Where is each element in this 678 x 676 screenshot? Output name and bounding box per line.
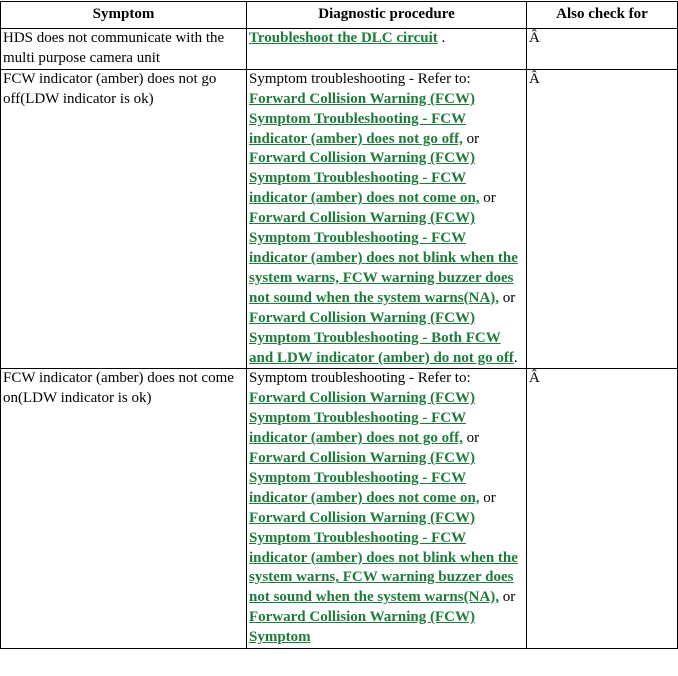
- separator-text: or: [479, 190, 496, 207]
- troubleshoot-link[interactable]: Forward Collision Warning (FCW) Symptom Troubleshooting - FCW indicator (amber) does not go off,: [249, 90, 475, 147]
- header-procedure: Diagnostic procedure: [247, 2, 527, 29]
- separator-text: or: [499, 289, 516, 306]
- separator-text: or: [479, 489, 496, 506]
- troubleshoot-link[interactable]: Forward Collision Warning (FCW) Symptom Troubleshooting - FCW indicator (amber) does not go off,: [249, 390, 475, 447]
- symptom-cell: HDS does not communicate with the multi purpose camera unit: [1, 29, 247, 70]
- symptom-cell: FCW indicator (amber) does not go off(LDW indicator is ok): [1, 69, 247, 369]
- troubleshoot-link[interactable]: Forward Collision Warning (FCW) Symptom Troubleshooting - FCW indicator (amber) does not blink when the system warns, FCW warning buzzer does not sound when the system warns(NA),: [249, 210, 518, 306]
- table-row: [1, 369, 678, 649]
- table-row: [1, 69, 678, 369]
- also-check-cell: Â: [527, 369, 678, 649]
- symptom-cell: FCW indicator (amber) does not come on(LDW indicator is ok): [1, 369, 247, 649]
- procedure-intro: Symptom troubleshooting - Refer to:: [249, 70, 471, 87]
- troubleshoot-link[interactable]: Forward Collision Warning (FCW) Symptom Troubleshooting - FCW indicator (amber) does not blink when the system warns, FCW warning buzzer does not sound when the system warns(NA),: [249, 509, 518, 606]
- diagnostic-table: [0, 1, 678, 649]
- troubleshoot-link[interactable]: Forward Collision Warning (FCW) Symptom Troubleshooting - FCW indicator (amber) does not come on,: [249, 450, 480, 506]
- header-row: [1, 2, 678, 29]
- procedure-cell: [247, 369, 527, 649]
- procedure-cell: [247, 69, 527, 369]
- procedure-text: .: [437, 30, 446, 46]
- procedure-text: .: [513, 349, 518, 366]
- procedure-cell: [247, 29, 527, 70]
- separator-text: or: [462, 430, 480, 447]
- header-also-check: Also check for: [527, 2, 678, 29]
- separator-text: or: [499, 589, 516, 606]
- separator-text: or: [462, 130, 480, 147]
- troubleshoot-link[interactable]: Forward Collision Warning (FCW) Symptom Troubleshooting - FCW indicator (amber) does not come on,: [249, 150, 480, 207]
- table-row: [1, 29, 678, 70]
- troubleshoot-link[interactable]: Forward Collision Warning (FCW) Symptom Troubleshooting - Both FCW and LDW indicator (amber) do not go off: [249, 309, 514, 366]
- also-check-cell: Â: [527, 29, 678, 70]
- also-check-cell: Â: [527, 69, 678, 369]
- header-symptom: Symptom: [1, 2, 247, 29]
- troubleshoot-link[interactable]: Forward Collision Warning (FCW) Symptom: [249, 609, 475, 646]
- troubleshoot-link[interactable]: Troubleshoot the DLC circuit: [249, 30, 438, 46]
- procedure-intro: Symptom troubleshooting - Refer to:: [249, 370, 471, 387]
